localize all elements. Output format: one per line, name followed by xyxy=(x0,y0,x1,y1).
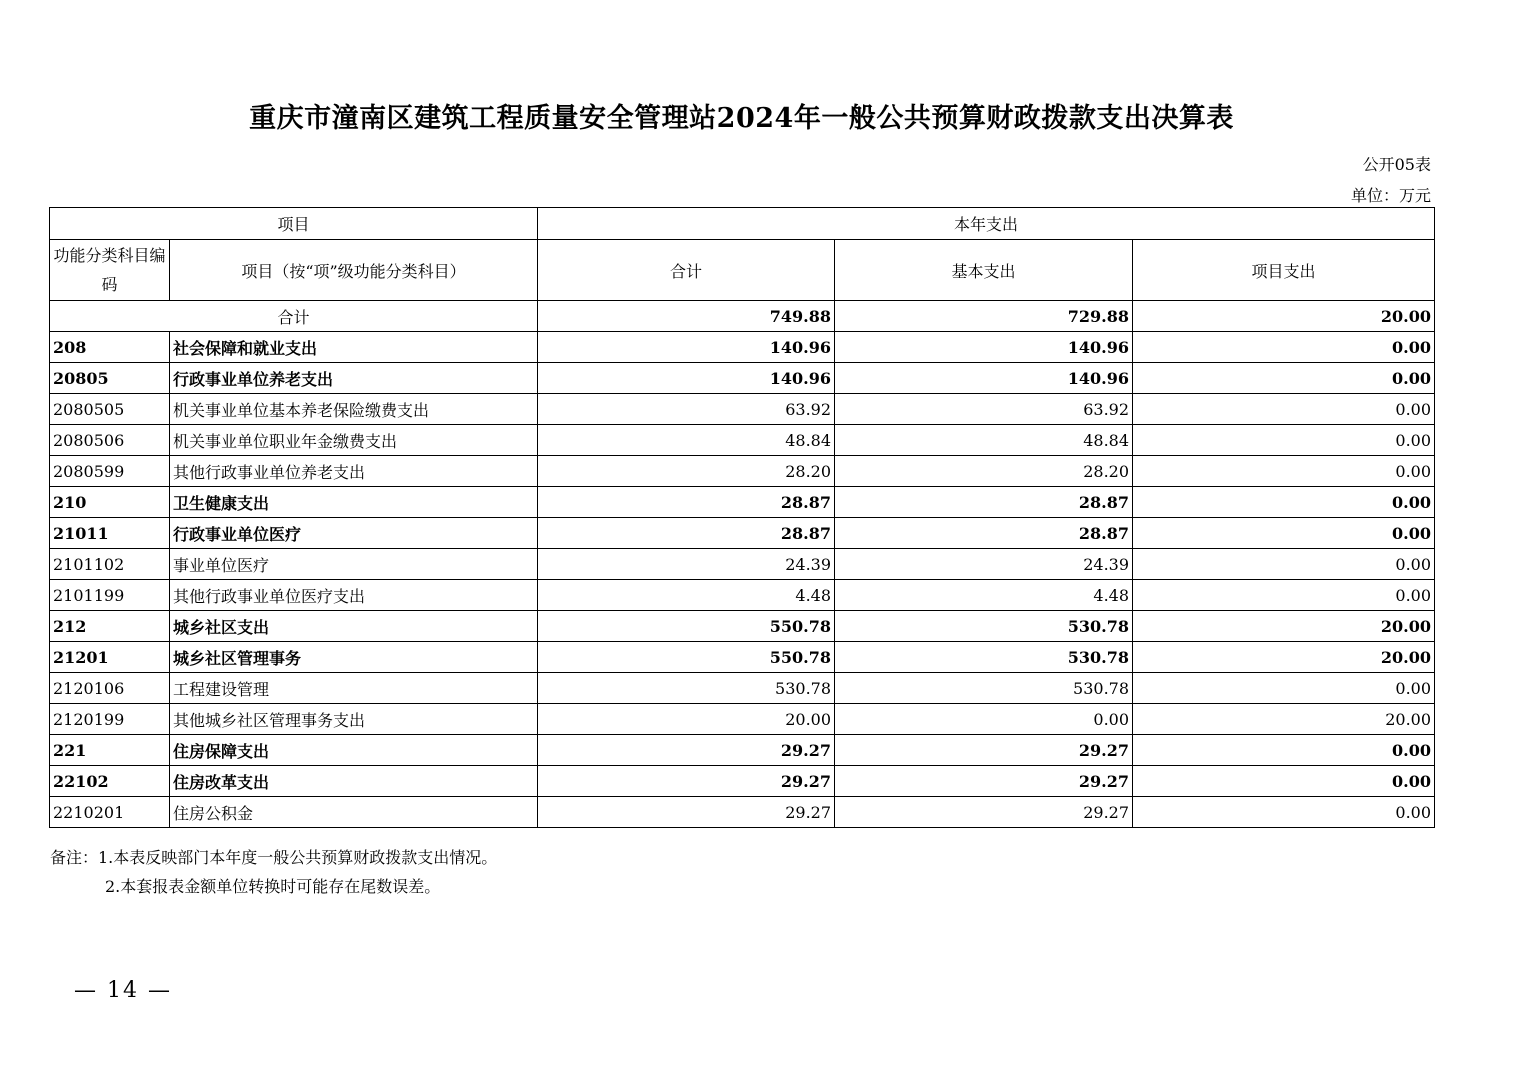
header-current-year: 本年支出 xyxy=(538,208,1435,240)
row-basic: 24.39 xyxy=(835,549,1133,580)
row-project: 20.00 xyxy=(1133,704,1435,735)
total-row xyxy=(50,301,1435,332)
table-row xyxy=(50,518,1435,549)
row-code: 21011 xyxy=(50,518,170,549)
row-project: 0.00 xyxy=(1133,332,1435,363)
table-row xyxy=(50,642,1435,673)
row-project: 0.00 xyxy=(1133,735,1435,766)
row-name: 卫生健康支出 xyxy=(170,487,538,518)
row-name: 城乡社区管理事务 xyxy=(170,642,538,673)
row-project: 0.00 xyxy=(1133,363,1435,394)
table-row xyxy=(50,332,1435,363)
row-total: 530.78 xyxy=(538,673,835,704)
row-name: 工程建设管理 xyxy=(170,673,538,704)
row-project: 0.00 xyxy=(1133,487,1435,518)
row-code: 21201 xyxy=(50,642,170,673)
row-name: 行政事业单位养老支出 xyxy=(170,363,538,394)
row-code: 212 xyxy=(50,611,170,642)
table-row xyxy=(50,704,1435,735)
header-project: 项目 xyxy=(50,208,538,240)
row-code: 210 xyxy=(50,487,170,518)
row-name: 住房改革支出 xyxy=(170,766,538,797)
table-row xyxy=(50,673,1435,704)
row-basic: 29.27 xyxy=(835,797,1133,828)
row-total: 28.87 xyxy=(538,518,835,549)
row-project: 20.00 xyxy=(1133,611,1435,642)
row-project: 0.00 xyxy=(1133,580,1435,611)
row-name: 事业单位医疗 xyxy=(170,549,538,580)
row-total: 48.84 xyxy=(538,425,835,456)
table-row xyxy=(50,766,1435,797)
row-total: 29.27 xyxy=(538,797,835,828)
row-basic: 28.87 xyxy=(835,518,1133,549)
page-title: 重庆市潼南区建筑工程质量安全管理站2024年一般公共预算财政拨款支出决算表 xyxy=(249,103,1234,134)
row-code: 2080506 xyxy=(50,425,170,456)
row-total: 63.92 xyxy=(538,394,835,425)
row-basic: 63.92 xyxy=(835,394,1133,425)
header-row-1 xyxy=(50,208,1435,240)
row-code: 2101102 xyxy=(50,549,170,580)
header-project-expense: 项目支出 xyxy=(1133,240,1435,301)
table-row xyxy=(50,456,1435,487)
row-name: 机关事业单位基本养老保险缴费支出 xyxy=(170,394,538,425)
row-project: 0.00 xyxy=(1133,425,1435,456)
row-basic: 140.96 xyxy=(835,363,1133,394)
row-basic: 530.78 xyxy=(835,611,1133,642)
note-1: 备注：1.本表反映部门本年度一般公共预算财政拨款支出情况。 xyxy=(50,848,498,867)
row-project: 0.00 xyxy=(1133,766,1435,797)
row-total: 24.39 xyxy=(538,549,835,580)
row-basic: 530.78 xyxy=(835,642,1133,673)
table-row xyxy=(50,394,1435,425)
row-project: 0.00 xyxy=(1133,673,1435,704)
row-name: 社会保障和就业支出 xyxy=(170,332,538,363)
header-code: 功能分类科目编码 xyxy=(50,240,170,301)
row-project: 20.00 xyxy=(1133,642,1435,673)
row-basic: 29.27 xyxy=(835,735,1133,766)
row-code: 2120106 xyxy=(50,673,170,704)
row-code: 2210201 xyxy=(50,797,170,828)
row-name: 机关事业单位职业年金缴费支出 xyxy=(170,425,538,456)
form-number: 公开05表 xyxy=(1362,155,1431,174)
row-total: 140.96 xyxy=(538,332,835,363)
row-total: 140.96 xyxy=(538,363,835,394)
row-total: 4.48 xyxy=(538,580,835,611)
total-label: 合计 xyxy=(50,301,538,332)
row-basic: 530.78 xyxy=(835,673,1133,704)
table-row xyxy=(50,611,1435,642)
total-total: 749.88 xyxy=(538,301,835,332)
table-row xyxy=(50,797,1435,828)
row-total: 550.78 xyxy=(538,642,835,673)
notes xyxy=(50,843,497,901)
row-basic: 0.00 xyxy=(835,704,1133,735)
row-name: 住房保障支出 xyxy=(170,735,538,766)
row-code: 2101199 xyxy=(50,580,170,611)
header-row-2 xyxy=(50,240,1435,301)
row-name: 其他行政事业单位医疗支出 xyxy=(170,580,538,611)
row-name: 城乡社区支出 xyxy=(170,611,538,642)
header-basic: 基本支出 xyxy=(835,240,1133,301)
unit-label: 单位：万元 xyxy=(1350,186,1431,205)
table-row xyxy=(50,549,1435,580)
row-project: 0.00 xyxy=(1133,456,1435,487)
row-name: 其他城乡社区管理事务支出 xyxy=(170,704,538,735)
row-basic: 48.84 xyxy=(835,425,1133,456)
table-row xyxy=(50,580,1435,611)
row-code: 22102 xyxy=(50,766,170,797)
row-total: 550.78 xyxy=(538,611,835,642)
row-project: 0.00 xyxy=(1133,394,1435,425)
row-code: 208 xyxy=(50,332,170,363)
row-basic: 28.20 xyxy=(835,456,1133,487)
row-basic: 140.96 xyxy=(835,332,1133,363)
header-total: 合计 xyxy=(538,240,835,301)
row-total: 28.87 xyxy=(538,487,835,518)
row-name: 行政事业单位医疗 xyxy=(170,518,538,549)
total-project: 20.00 xyxy=(1133,301,1435,332)
row-project: 0.00 xyxy=(1133,549,1435,580)
table-row xyxy=(50,363,1435,394)
row-project: 0.00 xyxy=(1133,518,1435,549)
row-code: 2080599 xyxy=(50,456,170,487)
row-code: 2080505 xyxy=(50,394,170,425)
page-number: — 14 — xyxy=(74,978,172,1003)
row-total: 20.00 xyxy=(538,704,835,735)
row-total: 29.27 xyxy=(538,766,835,797)
table-row xyxy=(50,735,1435,766)
row-code: 20805 xyxy=(50,363,170,394)
row-total: 29.27 xyxy=(538,735,835,766)
row-total: 28.20 xyxy=(538,456,835,487)
row-code: 2120199 xyxy=(50,704,170,735)
row-project: 0.00 xyxy=(1133,797,1435,828)
total-basic: 729.88 xyxy=(835,301,1133,332)
row-name: 其他行政事业单位养老支出 xyxy=(170,456,538,487)
budget-table xyxy=(49,207,1435,828)
row-basic: 29.27 xyxy=(835,766,1133,797)
row-code: 221 xyxy=(50,735,170,766)
row-basic: 4.48 xyxy=(835,580,1133,611)
row-basic: 28.87 xyxy=(835,487,1133,518)
row-name: 住房公积金 xyxy=(170,797,538,828)
table-row xyxy=(50,425,1435,456)
header-item: 项目（按“项”级功能分类科目） xyxy=(170,240,538,301)
table-row xyxy=(50,487,1435,518)
note-2: 2.本套报表金额单位转换时可能存在尾数误差。 xyxy=(105,877,441,896)
